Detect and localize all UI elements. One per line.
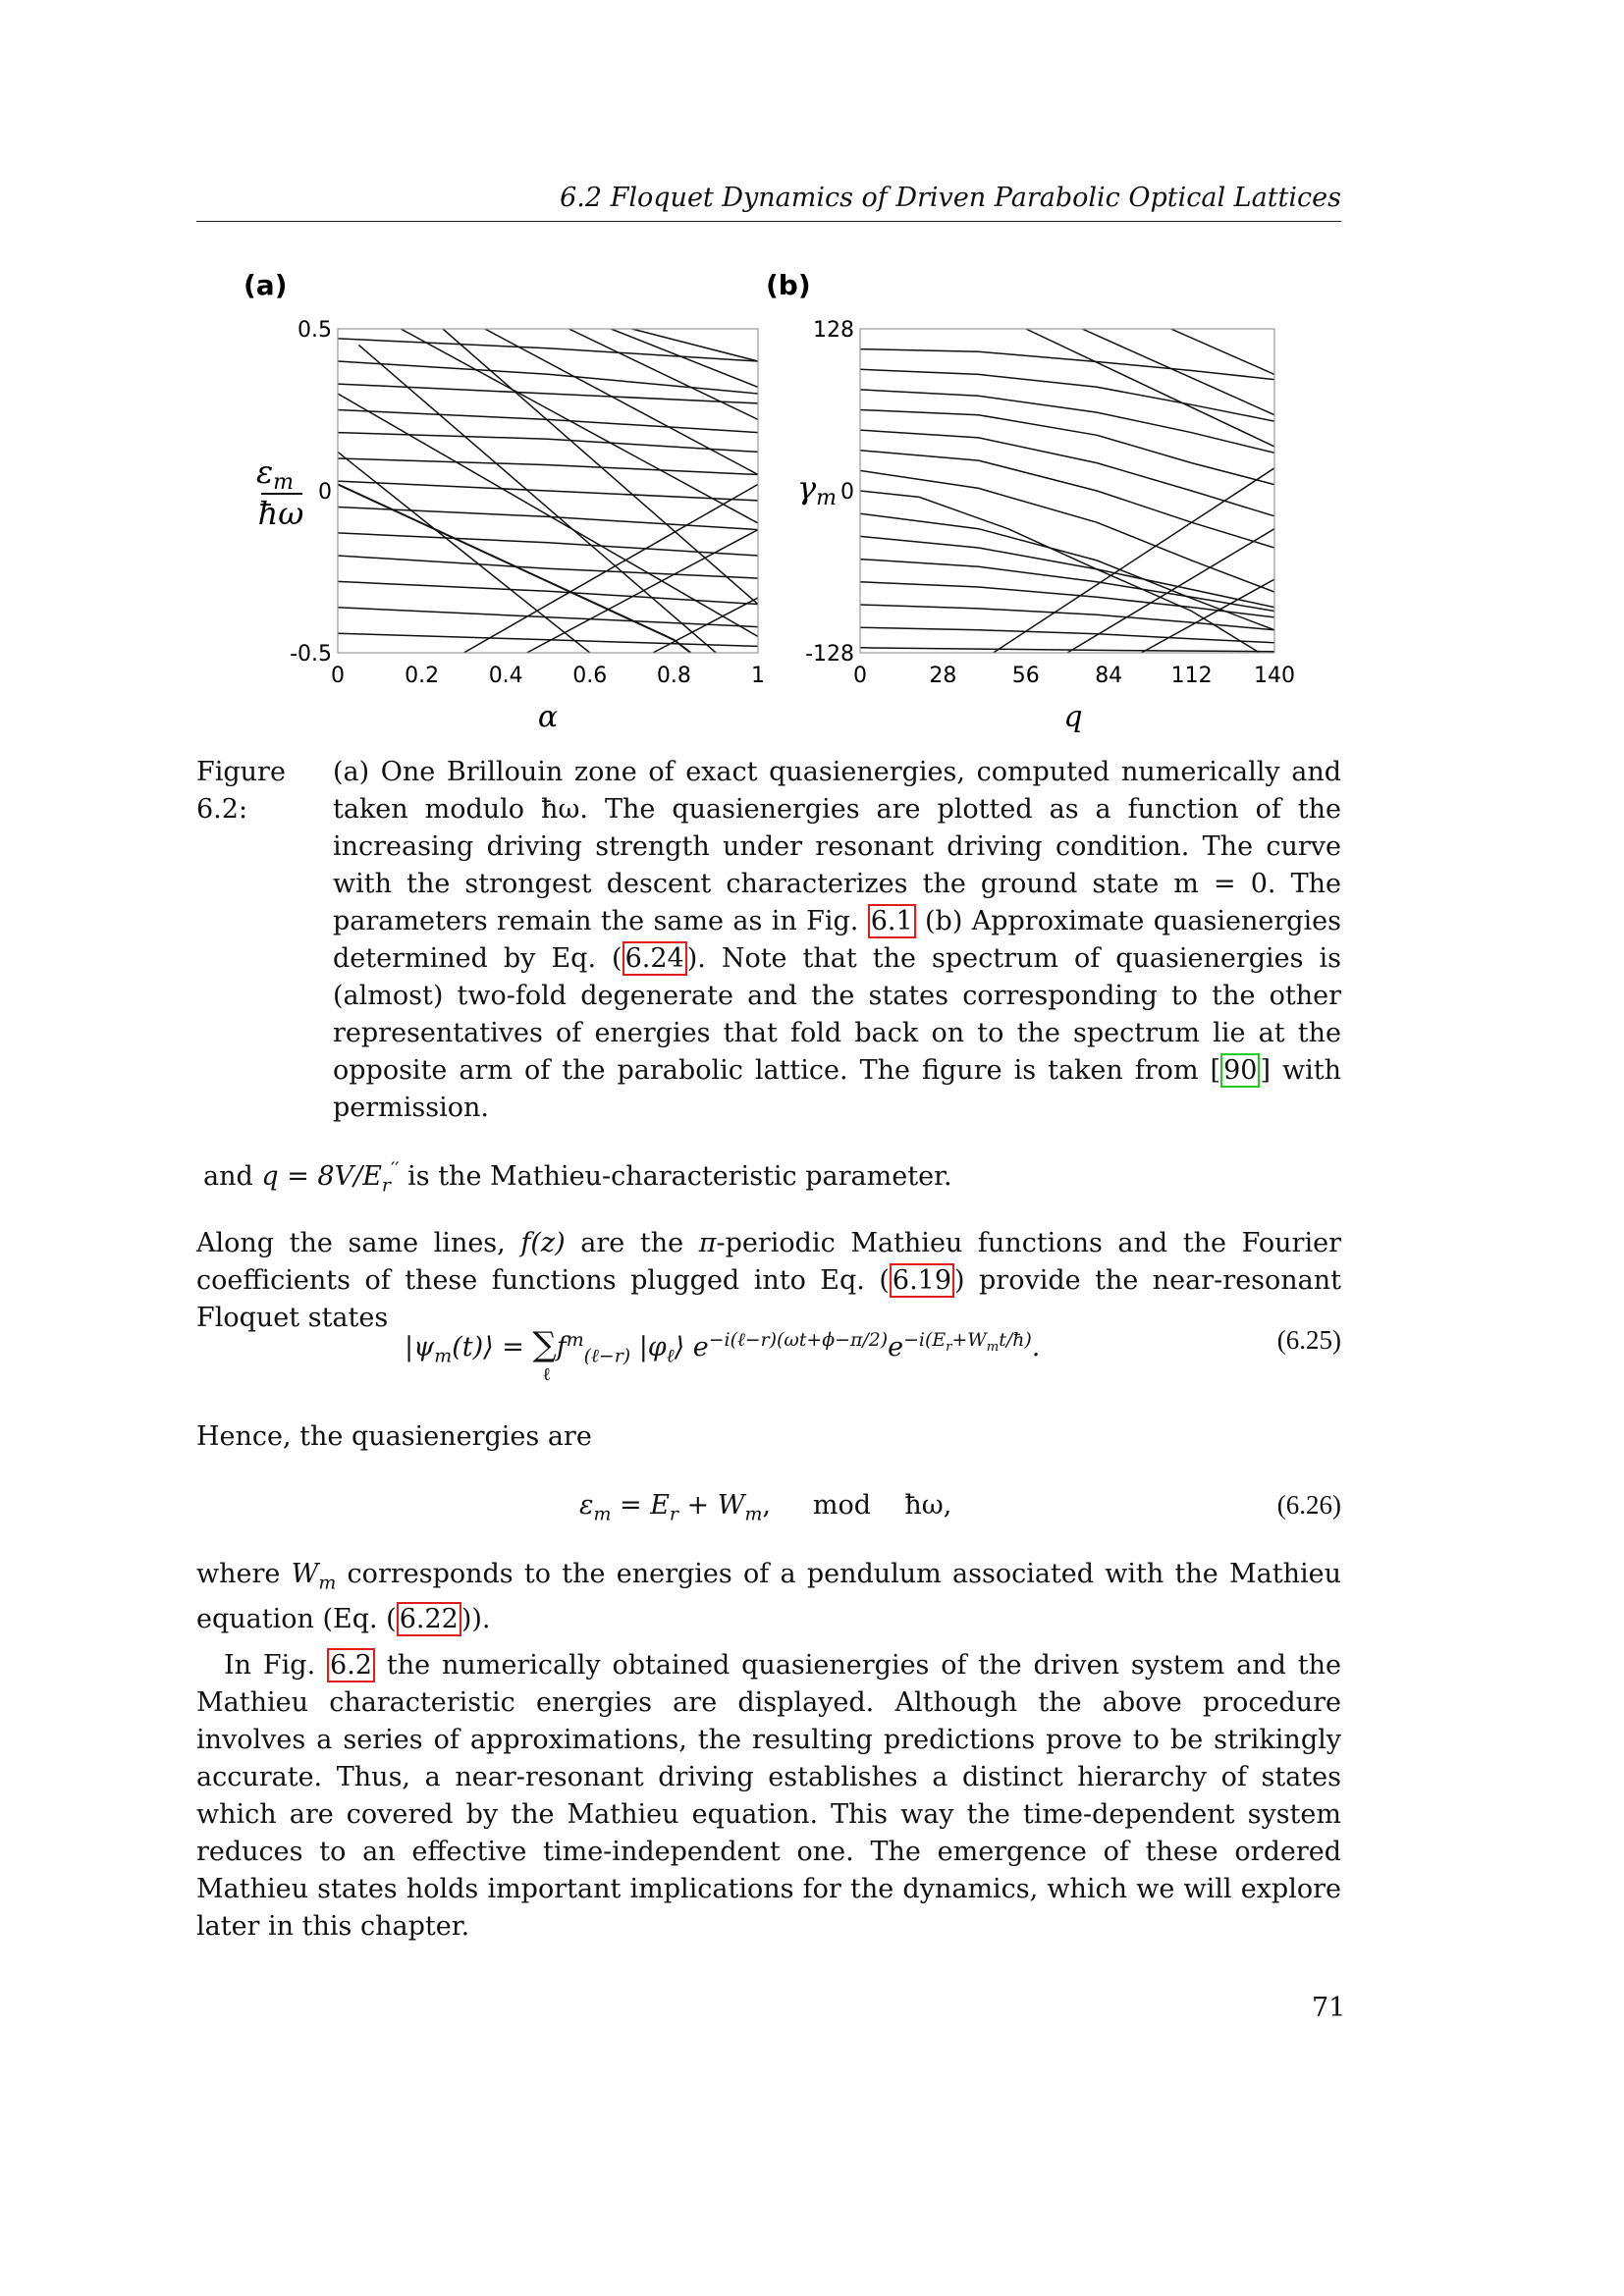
x-tick-label: 0.2	[405, 664, 440, 688]
curve-b-c5	[1067, 529, 1274, 653]
x-axis-label-b: q	[1063, 700, 1083, 734]
equation-6-25: $|\psi_m(t)⟩$ = ∑ ℓ $f^m_{(\ell-r)}$ $|\varphi_\ell⟩$ $e^{-i(\ell-r)(\omega t+\phi-\pi/2)}e^{-i(E_r+W_mt/ħ)}$. (6.25)	[405, 1325, 1341, 1385]
y-tick-label: 0	[318, 480, 332, 505]
ref-citation-90[interactable]: 90	[1220, 1053, 1260, 1088]
curve-b-a1	[860, 349, 1274, 380]
curve-a-d7	[611, 329, 758, 387]
y-axis-label-a-numerator: εm	[255, 454, 295, 495]
panel-label-a: (a)	[244, 269, 288, 301]
curve-b-a10	[860, 536, 1274, 607]
figure-caption	[196, 754, 1342, 1123]
curve-a-s1	[338, 339, 758, 361]
figure-6-2	[196, 265, 1341, 736]
curve-b-a6	[860, 451, 1274, 548]
x-tick-label: 112	[1170, 664, 1213, 688]
curve-a-s8	[338, 507, 758, 530]
y-axis-label-b: γm	[797, 469, 837, 510]
equation-number-6-25: (6.25)	[1276, 1325, 1341, 1355]
x-tick-label: 56	[1011, 664, 1040, 688]
x-axis-label-a: α	[537, 700, 559, 734]
x-tick-label: 140	[1254, 664, 1295, 688]
caption-label: Figure 6.2:	[196, 757, 286, 825]
curve-b-a3	[860, 390, 1274, 453]
curve-b-a12	[860, 582, 1274, 617]
curve-a-d2	[568, 329, 758, 419]
curve-b-a5	[860, 430, 1274, 516]
y-tick-label: -0.5	[290, 642, 332, 667]
curve-b-a4	[860, 410, 1274, 485]
curve-b-a2	[860, 369, 1274, 421]
curve-b-a15	[860, 648, 1274, 652]
curve-a-s7	[338, 481, 758, 501]
x-tick-label: 28	[929, 664, 957, 688]
paragraph-discussion: In Fig. 6.2 the numerically obtained quasienergies of the driven system and the Mathieu characteristic energies are displayed. Although the above procedure involves a series of approximations, the resulting predictions prove to be strikingly accurate. Thus, a near-resonant driving establishes a distinct hierarchy of states which are covered by the Mathieu equation. This way the time-dependent system reduces to an effective time-independent one. The emergence of these ordered Mathieu states holds important implications for the dynamics, which we will explore later in this chapter.	[196, 1650, 1341, 1942]
x-tick-label: 0.4	[488, 664, 523, 688]
paragraph-mathieu-parameter: and $q = 8V/E_r''$ is the Mathieu-characteristic parameter.	[203, 1158, 952, 1197]
y-tick-label: -128	[805, 642, 854, 667]
paragraph-pendulum-energies: where $W_m$ corresponds to the energies of a pendulum associated with the Mathieu equation (Eq. ( 6.22 )).	[196, 1559, 1341, 1635]
ref-eq-6-22[interactable]: 6.22	[397, 1602, 461, 1636]
curve-a-s9	[338, 533, 758, 556]
ref-fig-6-2[interactable]: 6.2	[327, 1648, 375, 1682]
curve-a-d4	[338, 394, 758, 637]
curve-a-s10	[338, 556, 758, 578]
caption-body: (a) One Brillouin zone of exact quasienergies, computed numerically and taken modulo ħω. The quasienergies are plotted as a function of the increasing driving strength under resonant driving condition. The curve with the strongest descent characterizes the ground state m = 0. The parameters remain the same as in Fig. 6.1 (b) Approximate quasienergies determined by Eq. ( 6.24 ). Note that the spectrum of quasienergies is (almost) two-fold degenerate and the states corresponding to the other representatives of energies that fold back on to the spectrum lie at the opposite arm of the parabolic lattice. The figure is taken from [ 90 ] with permission.	[333, 757, 1342, 1123]
x-tick-label: 0.8	[656, 664, 691, 688]
curve-a-s5	[338, 433, 758, 453]
curve-a-d6	[443, 329, 758, 605]
y-tick-label: 128	[813, 318, 854, 343]
panel-label-b: (b)	[766, 269, 811, 301]
curve-a-s6	[338, 458, 758, 475]
x-tick-label: 1	[751, 664, 765, 688]
equation-number-6-26: (6.26)	[1276, 1490, 1341, 1520]
equation-6-26: $\varepsilon_m = E_r + W_m$, mod ħω, (6.26)	[579, 1490, 1341, 1525]
curve-b-c4	[994, 468, 1274, 653]
y-tick-label: 0	[840, 480, 854, 505]
curve-a-ground	[338, 484, 691, 653]
y-tick-label: 0.5	[298, 318, 332, 343]
curve-b-a13	[860, 605, 1274, 630]
x-tick-label: 0.6	[572, 664, 608, 688]
x-tick-label: 0	[331, 664, 345, 688]
curve-a-d5	[358, 346, 716, 654]
curve-a-u3	[463, 484, 758, 653]
curve-b-a14	[860, 627, 1274, 643]
page-number: 71	[1312, 1993, 1346, 2023]
x-tick-label: 84	[1095, 664, 1123, 688]
y-axis-label-a-denominator: ħω	[257, 495, 304, 532]
ref-eq-6-19[interactable]: 6.19	[890, 1263, 954, 1298]
curve-a-s3	[338, 384, 758, 403]
paragraph-quasienergies-intro: Hence, the quasienergies are	[196, 1421, 592, 1452]
curve-a-s12	[338, 608, 758, 627]
ref-fig-6-1[interactable]: 6.1	[868, 904, 916, 938]
header-rule	[196, 221, 1341, 222]
running-header: 6.2 Floquet Dynamics of Driven Parabolic Optical Lattices	[560, 183, 1341, 213]
ref-eq-6-24[interactable]: 6.24	[623, 941, 687, 976]
curve-b-a7	[860, 470, 1274, 592]
curve-a-d8	[338, 452, 590, 653]
paragraph-mathieu-functions: Along the same lines, f(z) are the π-periodic Mathieu functions and the Fourier coefficients of these functions plugged into Eq. ( 6.19 ) provide the near-resonant Floquet states	[196, 1228, 1342, 1333]
curve-b-c3	[1171, 329, 1275, 374]
x-tick-label: 0	[853, 664, 867, 688]
